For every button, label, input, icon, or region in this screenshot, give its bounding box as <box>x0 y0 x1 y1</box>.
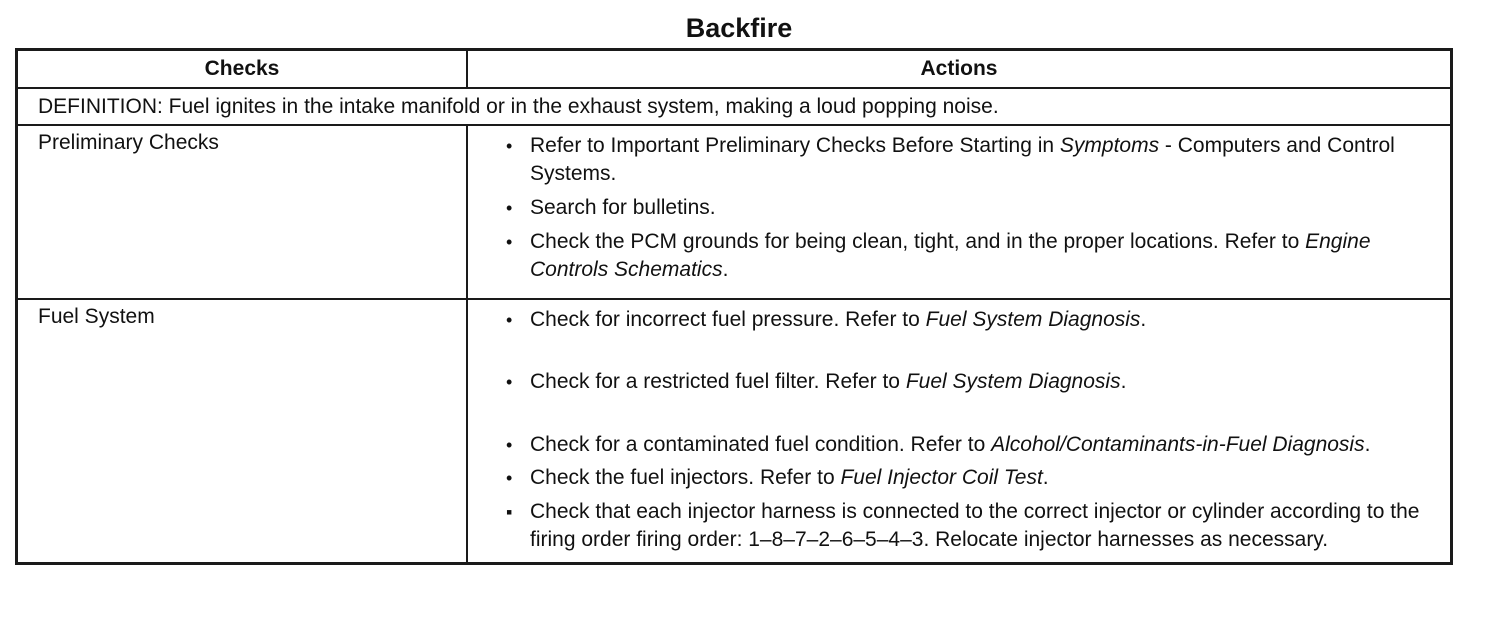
page-title: Backfire <box>685 13 793 43</box>
reference-link: Fuel System Diagnosis <box>905 370 1121 393</box>
reference-link: Fuel Injector Coil Test <box>840 466 1043 489</box>
action-text: Check the fuel injectors. Refer to <box>530 466 841 489</box>
table-header-row <box>17 50 1452 89</box>
reference-link: Alcohol/Contaminants-in-Fuel Diagnosis <box>991 433 1365 456</box>
action-item <box>506 228 1430 284</box>
table-row <box>17 299 1452 564</box>
actions-cell <box>467 125 1452 299</box>
bullet-icon: • <box>506 372 513 392</box>
reference-link: Fuel System Diagnosis <box>925 308 1141 331</box>
bullet-icon: • <box>506 136 513 156</box>
square-bullet-icon: ▪ <box>506 502 513 522</box>
action-text: Check that each injector harness is connected to the correct injector or cylinder according to the firing order firing order: 1–8–7–2–6–5–4–3. Relocate injector harnesses as necessary. <box>530 500 1420 551</box>
action-item <box>506 431 1430 459</box>
actions-column-header: Actions <box>467 50 1452 89</box>
bullet-icon: • <box>506 435 513 455</box>
action-text-end: - Computers and Control Systems. <box>530 134 1395 185</box>
action-item <box>506 306 1430 334</box>
action-text: Refer to Important Preliminary Checks Before Starting in <box>530 134 1060 157</box>
action-text-end: . <box>1364 433 1371 456</box>
action-text: Search for bulletins. <box>530 196 716 219</box>
action-item <box>506 498 1430 554</box>
action-text: Check for a contaminated fuel condition. Refer to <box>530 433 992 456</box>
table-row <box>17 125 1452 299</box>
bullet-icon: • <box>506 468 513 488</box>
action-item <box>506 194 1430 222</box>
action-text-end: . <box>722 258 729 281</box>
actions-cell <box>467 299 1452 564</box>
checks-column-header: Checks <box>17 50 468 89</box>
action-text: Check for incorrect fuel pressure. Refer to <box>530 308 926 331</box>
action-item <box>506 368 1430 396</box>
bullet-icon: • <box>506 198 513 218</box>
reference-link: Symptoms <box>1059 134 1160 157</box>
definition-row <box>17 88 1452 125</box>
bullet-icon: • <box>506 310 513 330</box>
definition-text: DEFINITION: Fuel ignites in the intake manifold or in the exhaust system, making a loud popping noise. <box>17 88 1452 125</box>
action-text: Check the PCM grounds for being clean, tight, and in the proper locations. Refer to <box>530 230 1306 253</box>
action-text: Check for a restricted fuel filter. Refer to <box>530 370 906 393</box>
action-text-end: . <box>1140 308 1147 331</box>
action-text-end: . <box>1120 370 1127 393</box>
action-item <box>506 464 1430 492</box>
action-text-end: . <box>1042 466 1049 489</box>
bullet-icon: • <box>506 232 513 252</box>
reference-link: Engine Controls Schematics <box>530 230 1371 281</box>
diagnostic-table <box>15 48 1453 565</box>
action-item <box>506 132 1430 188</box>
check-label: Fuel System <box>17 299 468 564</box>
check-label: Preliminary Checks <box>17 125 468 299</box>
